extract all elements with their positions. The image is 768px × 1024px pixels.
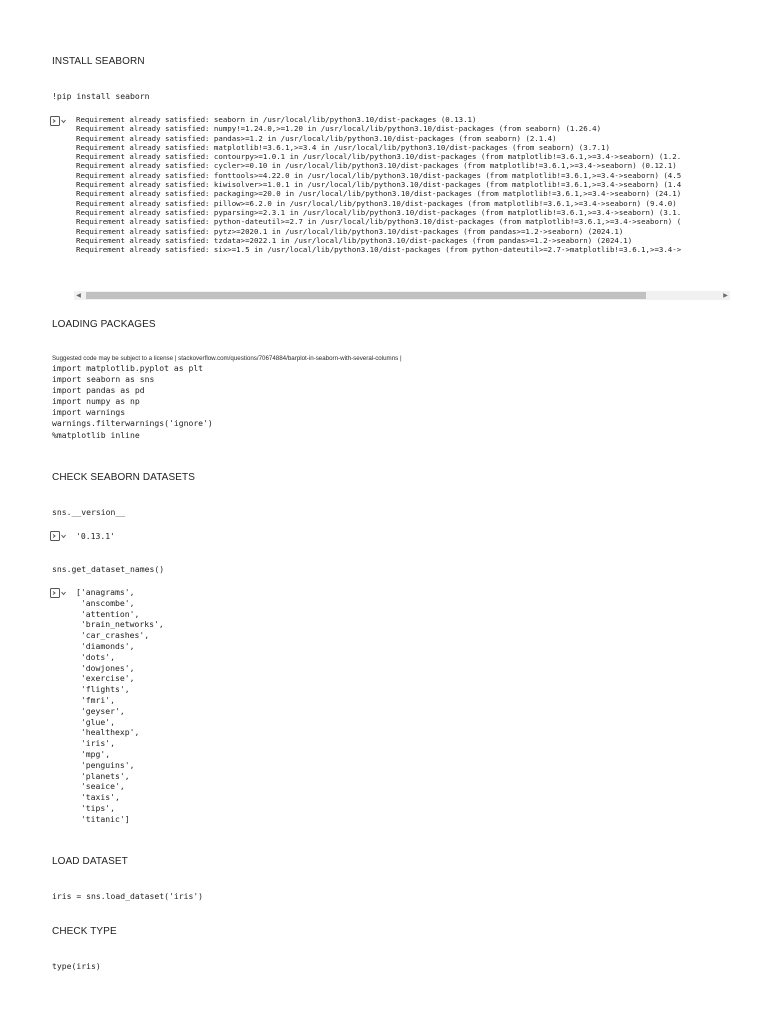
output-line: Requirement already satisfied: fonttools>=4.22.0 in /usr/local/lib/python3.10/dist-packages (from matplotlib!=3.6.1,>=3.4->seaborn) (4.5: [76, 170, 682, 180]
output-line: Requirement already satisfied: pillow>=6.2.0 in /usr/local/lib/python3.10/dist-packages (from matplotlib!=3.6.1,>=3.4->seaborn) (9.4.0): [76, 198, 677, 208]
output-toggle-icon[interactable]: [50, 116, 66, 127]
output-toggle-icon[interactable]: [50, 588, 66, 599]
output-line: Requirement already satisfied: seaborn in /usr/local/lib/python3.10/dist-packages (0.13.1): [76, 115, 477, 124]
version-output: '0.13.1': [76, 531, 115, 541]
code-cell-version[interactable]: sns.__version__: [52, 507, 126, 517]
scroll-right-icon[interactable]: ▶: [723, 292, 728, 299]
code-cell-install[interactable]: !pip install seaborn: [52, 91, 150, 101]
scrollbar-thumb[interactable]: [86, 292, 646, 299]
license-note[interactable]: Suggested code may be subject to a license | stackoverflow.com/questions/70674884/barplot-in-seaborn-with-several-columns |: [52, 355, 402, 362]
dataset-names-output: ['anagrams', 'anscombe', 'attention', 'brain_networks', 'car_crashes', 'diamonds', 'dots', 'dowjones', 'exercise', 'flights', 'fmri', 'geyser', 'glue', 'healthexp', 'iris', 'mpg', 'penguins', 'planets', 'seaice', 'taxis', 'tips', 'titanic']: [76, 587, 164, 824]
section-heading-install: INSTALL SEABORN: [52, 56, 145, 67]
output-line: Requirement already satisfied: python-dateutil>=2.7 in /usr/local/lib/python3.10/dist-packages (from matplotlib!=3.6.1,>=3.4->seaborn) (: [76, 217, 682, 227]
output-line: Requirement already satisfied: matplotlib!=3.6.1,>=3.4 in /usr/local/lib/python3.10/dist-packages (from seaborn) (3.7.1): [76, 142, 610, 152]
code-cell-type[interactable]: type(iris): [52, 961, 101, 971]
section-heading-check-type: CHECK TYPE: [52, 926, 117, 937]
output-line: Requirement already satisfied: pandas>=1.2 in /usr/local/lib/python3.10/dist-packages (from seaborn) (2.1.4): [76, 133, 557, 143]
output-line: Requirement already satisfied: kiwisolver>=1.0.1 in /usr/local/lib/python3.10/dist-packages (from matplotlib!=3.6.1,>=3.4->seaborn) (1.4: [76, 180, 682, 190]
output-line: Requirement already satisfied: tzdata>=2022.1 in /usr/local/lib/python3.10/dist-packages (from pandas>=1.2->seaborn) (2024.1): [76, 235, 633, 245]
scroll-left-icon[interactable]: ◀: [76, 292, 81, 299]
output-line: Requirement already satisfied: six>=1.5 in /usr/local/lib/python3.10/dist-packages (from python-dateutil>=2.7->matplotlib!=3.6.1,>=3.4->: [76, 245, 682, 255]
output-line: Requirement already satisfied: pyparsing>=2.3.1 in /usr/local/lib/python3.10/dist-packages (from matplotlib!=3.6.1,>=3.4->seaborn) (3.1.: [76, 207, 682, 217]
section-heading-load: LOAD DATASET: [52, 856, 128, 867]
section-heading-check-datasets: CHECK SEABORN DATASETS: [52, 472, 195, 483]
code-cell-dataset-names[interactable]: sns.get_dataset_names(): [52, 564, 165, 574]
output-toggle-icon[interactable]: [50, 531, 66, 542]
code-cell-load-iris[interactable]: iris = sns.load_dataset('iris'): [52, 891, 204, 901]
output-line: Requirement already satisfied: numpy!=1.24.0,>=1.20 in /usr/local/lib/python3.10/dist-packages (from seaborn) (1.26.4): [76, 124, 602, 134]
output-line: Requirement already satisfied: cycler>=0.10 in /usr/local/lib/python3.10/dist-packages (from matplotlib!=3.6.1,>=3.4->seaborn) (0.12.1): [76, 161, 677, 171]
output-line: Requirement already satisfied: contourpy>=1.0.1 in /usr/local/lib/python3.10/dist-packages (from matplotlib!=3.6.1,>=3.4->seaborn) (1.2.: [76, 152, 682, 162]
section-heading-loading: LOADING PACKAGES: [52, 319, 156, 330]
horizontal-scrollbar[interactable]: [74, 291, 730, 300]
install-output: [76, 115, 730, 257]
code-cell-imports[interactable]: import matplotlib.pyplot as plt import seaborn as sns import pandas as pd import numpy as np import warnings warnings.filterwarnings('ignore') %matplotlib inline: [52, 363, 213, 440]
output-line: Requirement already satisfied: packaging>=20.0 in /usr/local/lib/python3.10/dist-packages (from matplotlib!=3.6.1,>=3.4->seaborn) (24.1): [76, 189, 682, 199]
output-line: Requirement already satisfied: pytz>=2020.1 in /usr/local/lib/python3.10/dist-packages (from pandas>=1.2->seaborn) (2024.1): [76, 226, 624, 236]
